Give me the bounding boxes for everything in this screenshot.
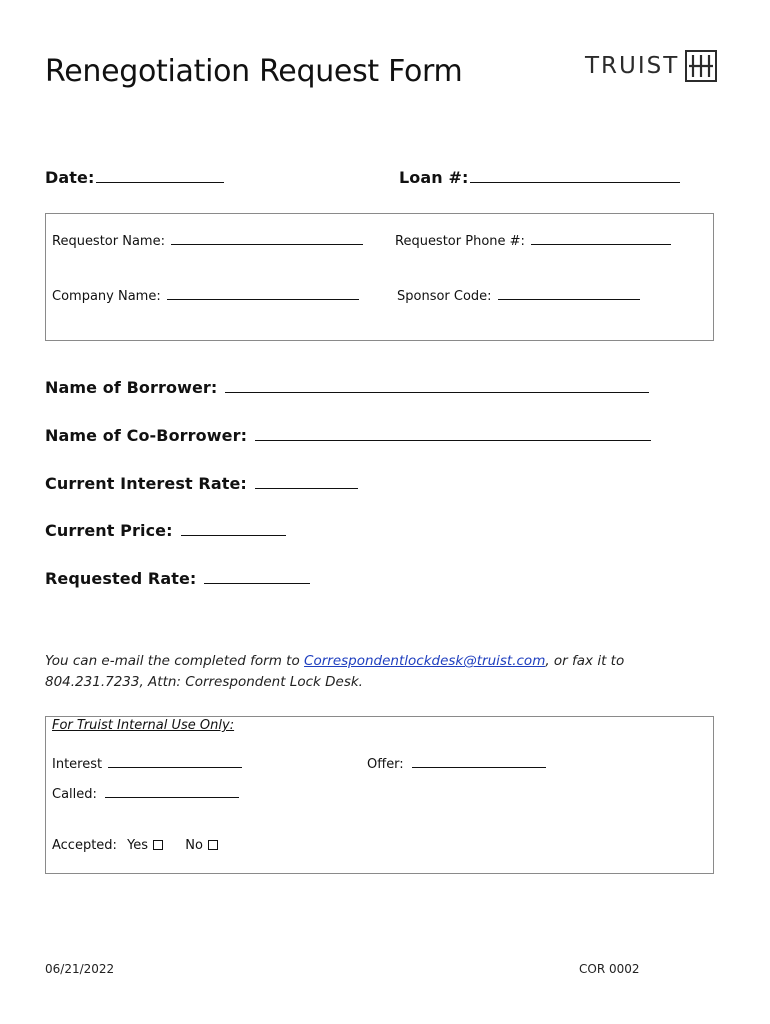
submission-note [45, 651, 685, 693]
interest-rate-label: Current Interest Rate: [45, 474, 247, 493]
date-blank[interactable] [96, 169, 224, 183]
interest-blank[interactable] [108, 754, 242, 768]
current-interest-rate-field[interactable] [45, 474, 358, 493]
logo-text: TRUIST [585, 53, 680, 79]
loan-blank[interactable] [470, 169, 680, 183]
borrower-label: Name of Borrower: [45, 378, 218, 397]
email-link[interactable]: Correspondentlockdesk@truist.com [304, 653, 546, 669]
called-blank[interactable] [105, 784, 239, 798]
no-checkbox[interactable] [208, 840, 218, 850]
requestor-phone-blank[interactable] [531, 231, 671, 245]
requested-rate-label: Requested Rate: [45, 569, 197, 588]
company-name-blank[interactable] [167, 286, 359, 300]
current-price-field[interactable] [45, 521, 286, 540]
loan-label: Loan #: [399, 168, 469, 187]
called-label: Called: [52, 787, 97, 802]
note-prefix: You can e-mail the completed form to [45, 653, 305, 669]
co-borrower-name-field[interactable] [45, 426, 651, 445]
company-name-field[interactable] [52, 286, 359, 304]
co-borrower-blank[interactable] [255, 427, 651, 441]
truist-mark-icon [685, 50, 717, 82]
internal-use-title: For Truist Internal Use Only: [52, 718, 235, 733]
note-suffix: , or fax it to 804.231.7233, Attn: Correspondent Lock Desk. [45, 653, 625, 690]
offer-label: Offer: [367, 757, 404, 772]
accepted-field [52, 838, 218, 853]
no-label: No [185, 838, 203, 853]
page-title: Renegotiation Request Form [45, 54, 463, 89]
footer-date: 06/21/2022 [45, 962, 115, 976]
requestor-phone-label: Requestor Phone #: [395, 234, 525, 249]
interest-rate-blank[interactable] [255, 475, 358, 489]
sponsor-code-label: Sponsor Code: [397, 289, 492, 304]
requestor-phone-field[interactable] [395, 231, 671, 249]
yes-label: Yes [127, 838, 149, 853]
price-label: Current Price: [45, 521, 173, 540]
requested-rate-field[interactable] [45, 569, 310, 588]
interest-label: Interest [52, 757, 103, 772]
borrower-blank[interactable] [225, 379, 649, 393]
accepted-label: Accepted: [52, 838, 117, 853]
truist-logo [585, 50, 717, 82]
date-field[interactable] [45, 168, 224, 187]
yes-checkbox[interactable] [153, 840, 163, 850]
date-label: Date: [45, 168, 95, 187]
requestor-name-field[interactable] [52, 231, 363, 249]
loan-number-field[interactable] [399, 168, 680, 187]
offer-field[interactable] [367, 754, 546, 772]
sponsor-code-field[interactable] [397, 286, 640, 304]
requested-rate-blank[interactable] [204, 570, 310, 584]
requestor-name-blank[interactable] [171, 231, 363, 245]
offer-blank[interactable] [412, 754, 546, 768]
requestor-name-label: Requestor Name: [52, 234, 165, 249]
price-blank[interactable] [181, 522, 286, 536]
called-field[interactable] [52, 784, 239, 802]
borrower-name-field[interactable] [45, 378, 649, 397]
co-borrower-label: Name of Co-Borrower: [45, 426, 248, 445]
company-name-label: Company Name: [52, 289, 161, 304]
sponsor-code-blank[interactable] [498, 286, 640, 300]
form-code: COR 0002 [579, 962, 640, 976]
interest-field[interactable] [52, 754, 242, 772]
